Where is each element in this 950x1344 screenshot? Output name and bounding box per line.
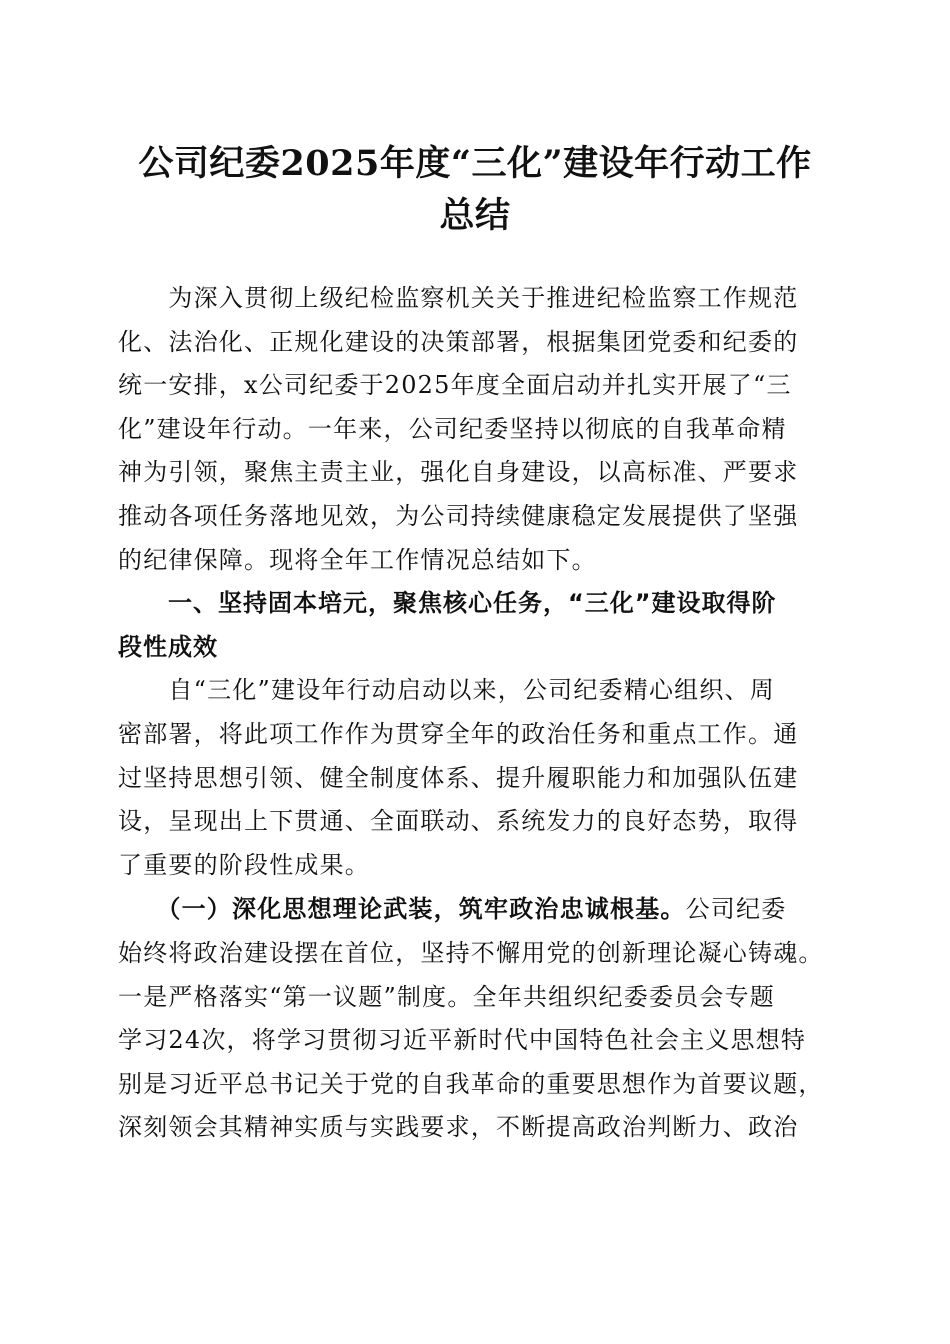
section-heading-line: 一、坚持固本培元，聚焦核心任务，“三化”建设取得阶 [118,589,777,618]
section-heading-line: 段性成效 [118,632,218,661]
intro-line: 化”建设年行动。一年来，公司纪委坚持以彻底的自我革命精 [118,414,787,443]
document-body [118,277,838,1150]
section-1-line: 过坚持思想引领、健全制度体系、提升履职能力和加强队伍建 [118,763,799,792]
section-heading-1 [118,582,838,669]
subsection-1-line: 深刻领会其精神实质与实践要求，不断提高政治判断力、政治 [118,1113,799,1142]
subsection-1-line: 始终将政治建设摆在首位，坚持不懈用党的创新理论凝心铸魂。 [118,938,824,967]
intro-line: 推动各项任务落地见效，为公司持续健康稳定发展提供了坚强 [118,501,799,530]
intro-line: 统一安排，x公司纪委于2025年度全面启动并扎实开展了“三 [118,371,792,400]
subsection-1-line: 别是习近平总书记关于党的自我革命的重要思想作为首要议题， [118,1069,824,1098]
section-1-line: 了重要的阶段性成果。 [118,850,370,879]
section-1-paragraph [118,669,838,887]
subsection-1-line: 学习24次，将学习贯彻习近平新时代中国特色社会主义思想特 [118,1026,807,1055]
intro-line: 的纪律保障。现将全年工作情况总结如下。 [118,545,597,574]
document-title [120,138,830,242]
subsection-1-line: 一是严格落实“第一议题”制度。全年共组织纪委委员会专题 [118,982,775,1011]
section-1-line: 设，呈现出上下贯通、全面联动、系统发力的良好态势，取得 [118,807,799,836]
subsection-heading-1: （一）深化思想理论武装，筑牢政治忠诚根基。 [118,894,686,924]
intro-paragraph [118,277,838,582]
intro-line: 神为引领，聚焦主责主业，强化自身建设，以高标准、严要求 [118,458,799,487]
section-1-line: 自“三化”建设年行动启动以来，公司纪委精心组织、周 [118,676,775,705]
intro-line: 为深入贯彻上级纪检监察机关关于推进纪检监察工作规范 [118,284,799,312]
subsection-1-paragraph [118,887,838,1150]
subsection-1-first-line [118,887,838,932]
title-line-2: 总结 [439,195,511,236]
section-1-line: 密部署，将此项工作作为贯穿全年的政治任务和重点工作。通 [118,719,799,748]
title-line-1: 公司纪委2025年度“三化”建设年行动工作 [138,143,812,184]
intro-line: 化、法治化、正规化建设的决策部署，根据集团党委和纪委的 [118,327,799,356]
subsection-1-first-line-rest: 公司纪委 [685,895,787,924]
